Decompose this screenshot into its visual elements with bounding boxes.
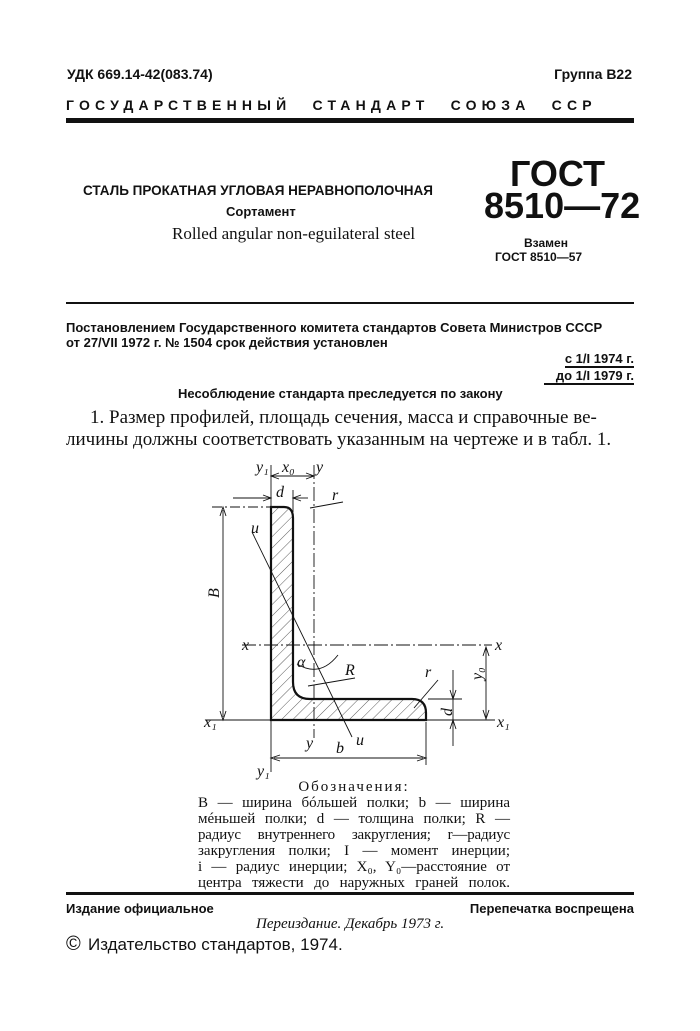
official-edition: Издание официальное [66,901,214,916]
label-b: b [336,740,344,757]
replaced-standard: ГОСТ 8510—57 [495,250,583,264]
label-y-top: y [316,459,324,476]
r-right-leader [414,680,438,708]
legend-line: B — ширина бóльшей полки; b — ширина [198,795,510,811]
label-x1-right: x₁ [497,714,510,731]
legend [198,779,510,891]
replaces-label: Взамен [524,236,568,250]
validity-to: до 1/I 1979 г. [544,368,634,385]
legend-line: радиус внутреннего закругления; r—радиус [198,827,510,843]
label-x0: x₀ [282,459,295,476]
label-R: R [345,662,355,679]
paragraph-line-1: 1. Размер профилей, площадь сечения, масса и справочные ве- [90,407,597,428]
label-y-bottom: y [306,735,314,752]
label-r-right: r [425,664,432,681]
legal-notice: Несоблюдение стандарта преследуется по закону [178,386,503,401]
copyright: Издательство стандартов, 1974. [88,935,343,954]
label-y1-top: y₁ [256,459,269,476]
title-rule [66,302,634,304]
english-title: Rolled angular non-eguilateral steel [172,224,416,243]
label-u-bottom: u [356,732,364,749]
decree-line-1: Постановлением Государственного комитета стандартов Совета Министров СССР [66,320,603,335]
reprint-notice: Перепечатка воспрещена [469,901,634,916]
header-rule [66,118,634,123]
document-subtitle: Сортамент [226,204,296,219]
label-y0: y₀ [469,667,486,680]
legend-line: центра тяжести до наружных граней полок. [198,875,510,891]
validity-from: с 1/I 1974 г. [564,351,634,366]
R-leader [308,678,355,686]
label-B: B [206,588,223,598]
label-r-top: r [332,487,339,504]
decree-line-2: от 27/VII 1972 г. № 1504 срок действия установлен [66,335,388,350]
standard-banner: ГОСУДАРСТВЕННЫЙ СТАНДАРТ СОЮЗА ССР [66,97,597,113]
gost-number: 8510—72 [484,185,641,226]
profile-section [271,507,426,720]
legend-line: i — радиус инерции; X₀, Y₀—расстояние от [198,859,510,875]
legend-title: Обозначения: [298,779,410,795]
legend-line: мéньшей полки; d — толщина полки; R — [198,811,510,827]
label-x1-left: x₁ [204,714,217,731]
paragraph-line-2: личины должны соответствовать указанным на чертеже и в табл. 1. [66,429,612,450]
legend-line: закругления полки; I — момент инерции; [198,843,510,859]
copyright-symbol: © [66,933,81,955]
label-alpha: α [297,654,306,671]
udk-code: УДК 669.14-42(083.74) [67,66,213,82]
gost-label: ГОСТ [510,153,606,194]
angle-profile-drawing [200,450,530,780]
label-d-right: d [439,708,456,716]
reissue-note: Переиздание. Декабрь 1973 г. [256,916,445,932]
label-y1-bottom: y₁ [257,763,270,780]
group-code: Группа В22 [554,66,632,82]
label-x-left: x [242,637,250,654]
footer-rule [66,892,634,895]
label-d-top: d [276,484,284,501]
label-x-right: x [495,637,503,654]
label-u-top: u [251,520,259,537]
document-title: СТАЛЬ ПРОКАТНАЯ УГЛОВАЯ НЕРАВНОПОЛОЧНАЯ [83,183,434,198]
